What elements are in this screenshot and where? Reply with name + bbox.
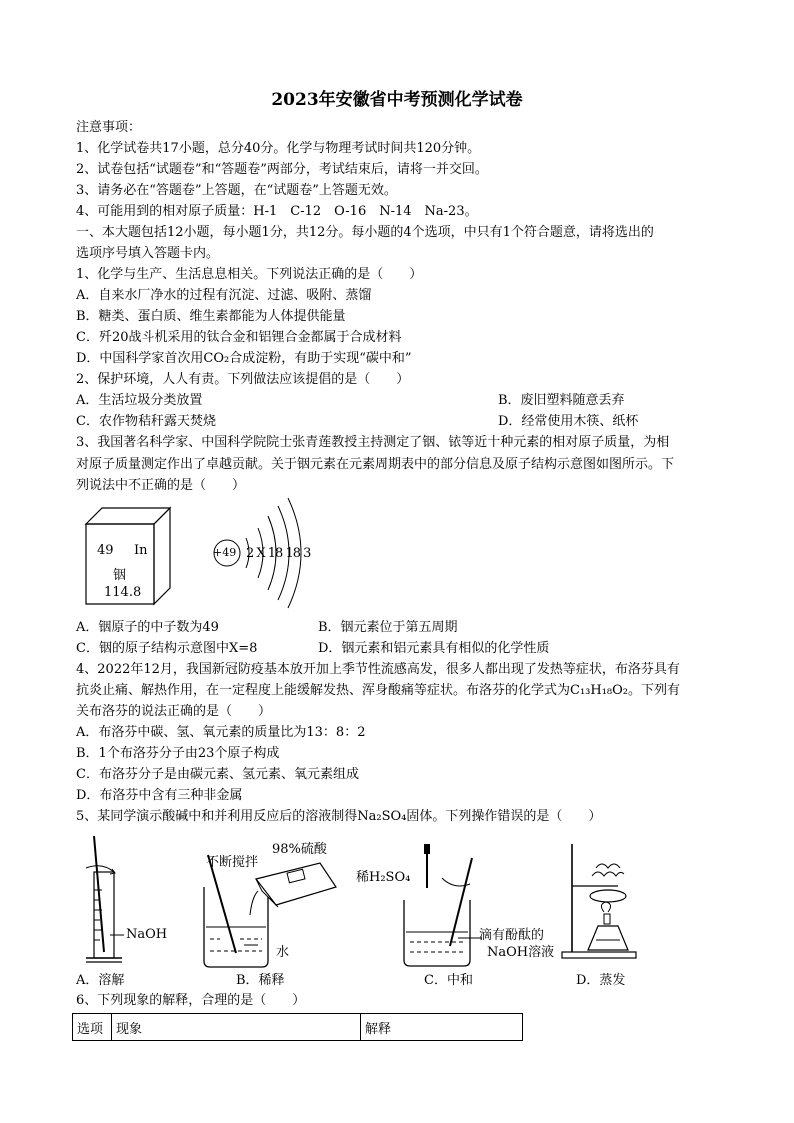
q4-option-c: C．布洛芬分子是由碳元素、氢元素、氧元素组成: [76, 767, 359, 782]
q2-option-b: B．废旧塑料随意丢弃: [498, 393, 625, 408]
q5-option-d: D．蒸发: [576, 973, 626, 988]
q3-option-b: B．铟元素位于第五周期: [318, 620, 458, 635]
table-row: [73, 1014, 523, 1041]
q1-option-d: D．中国科学家首次用CO₂合成淀粉，有助于实现“碳中和”: [76, 351, 412, 366]
cylinder-dissolve-figure: [82, 832, 152, 972]
q3-stem-line1: 3、我国著名科学家、中国科学院院士张青莲教授主持测定了铟、铱等近十种元素的相对原子质量，为相: [76, 435, 670, 450]
note-item-2: 2、试卷包括“试题卷”和“答题卷”两部分，考试结束后，请将一并交回。: [76, 162, 488, 177]
table-header-explanation: 解释: [361, 1014, 523, 1041]
element-mass: 114.8: [104, 585, 142, 600]
q1-stem: 1、化学与生产、生活息息相关。下列说法正确的是（ ）: [76, 267, 423, 282]
q6-table: [72, 1013, 523, 1041]
atom-nucleus: +49: [213, 546, 237, 559]
q5-option-c: C．中和: [424, 973, 473, 988]
q3-stem-line3: 列说法中不正确的是（ ）: [76, 478, 246, 493]
evaporation-figure: [558, 840, 648, 970]
atom-shells: 2 X 18 18 3: [246, 546, 311, 561]
q4-option-a: A．布洛芬中碳、氢、氧元素的质量比为13：8：2: [76, 725, 366, 740]
page-title: 2023年安徽省中考预测化学试卷: [271, 90, 523, 110]
q3-option-a: A．铟原子的中子数为49: [76, 620, 219, 635]
q4-option-b: B．1个布洛芬分子由23个原子构成: [76, 746, 280, 761]
q3-option-d: D．铟元素和铝元素具有相似的化学性质: [318, 641, 550, 656]
note-item-3: 3、请务必在“答题卷”上答题，在“试题卷”上答题无效。: [76, 183, 397, 198]
q1-option-b: B．糖类、蛋白质、维生素都能为人体提供能量: [76, 309, 346, 324]
q3-option-c: C．铟的原子结构示意图中X=8: [76, 641, 258, 656]
water-label: 水: [276, 945, 290, 960]
q5-option-a: A．溶解: [76, 973, 125, 988]
q4-stem-line1: 4、2022年12月，我国新冠防疫基本放开加上季节性流感高发，很多人都出现了发热等症状，布洛芬具有: [76, 662, 680, 677]
q2-option-a: A．生活垃圾分类放置: [76, 393, 203, 408]
q2-stem: 2、保护环境，人人有责。下列做法应该提倡的是（ ）: [76, 372, 410, 387]
table-header-phenomenon: 现象: [112, 1014, 361, 1041]
neutralization-figure: [398, 838, 488, 973]
naoh-label: NaOH: [126, 927, 168, 942]
q5-stem: 5、某同学演示酸碱中和并利用反应后的溶液制得Na₂SO₄固体。下列操作错误的是（ ）: [76, 809, 602, 824]
stir-label: 不断搅拌: [206, 855, 259, 870]
q1-option-c: C．歼20战斗机采用的钛合金和铝锂合金都属于合成材料: [76, 330, 402, 345]
q3-stem-line2: 对原子质量测定作出了卓越贡献。关于铟元素在元素周期表中的部分信息及原子结构示意图如图所示。下: [76, 457, 675, 472]
acid-label: 98%硫酸: [272, 842, 327, 857]
dilute-acid-label: 稀H₂SO₄: [356, 870, 411, 885]
q6-stem: 6、下列现象的解释，合理的是（ ）: [76, 993, 306, 1008]
indicator-label-line2: NaOH溶液: [487, 945, 555, 960]
notes-heading: 注意事项：: [76, 120, 142, 135]
q4-stem-line2: 抗炎止痛、解热作用，在一定程度上能缓解发热、浑身酸痛等症状。布洛芬的化学式为C₁₃H₁₈O₂。下列有: [76, 683, 680, 698]
element-name: 铟: [113, 568, 127, 583]
note-item-4: 4、可能用到的相对原子质量：H-1 C-12 O-16 N-14 Na-23。: [76, 204, 478, 219]
q4-stem-line3: 关布洛芬的说法正确的是（ ）: [76, 704, 272, 719]
section-1-intro-line2: 选项序号填入答题卡内。: [76, 246, 220, 261]
section-1-intro-line1: 一、本大题包括12小题，每小题1分，共12分。每小题的4个选项，中只有1个符合题意，请将选出的: [76, 225, 654, 240]
q5-option-b: B．稀释: [236, 973, 285, 988]
table-header-option: 选项: [73, 1014, 112, 1041]
element-symbol: In: [134, 543, 148, 558]
q4-option-d: D．布洛芬中含有三种非金属: [76, 788, 243, 803]
q2-option-c: C．农作物秸秆露天焚烧: [76, 414, 216, 429]
indicator-label-line1: 滴有酚酞的: [479, 928, 545, 943]
q1-option-a: A．自来水厂净水的过程有沉淀、过滤、吸附、蒸馏: [76, 288, 372, 303]
q2-option-d: D．经常使用木筷、纸杯: [498, 414, 639, 429]
note-item-1: 1、化学试卷共17小题，总分40分。化学与物理考试时间共120分钟。: [76, 141, 481, 156]
element-number: 49: [97, 543, 114, 558]
